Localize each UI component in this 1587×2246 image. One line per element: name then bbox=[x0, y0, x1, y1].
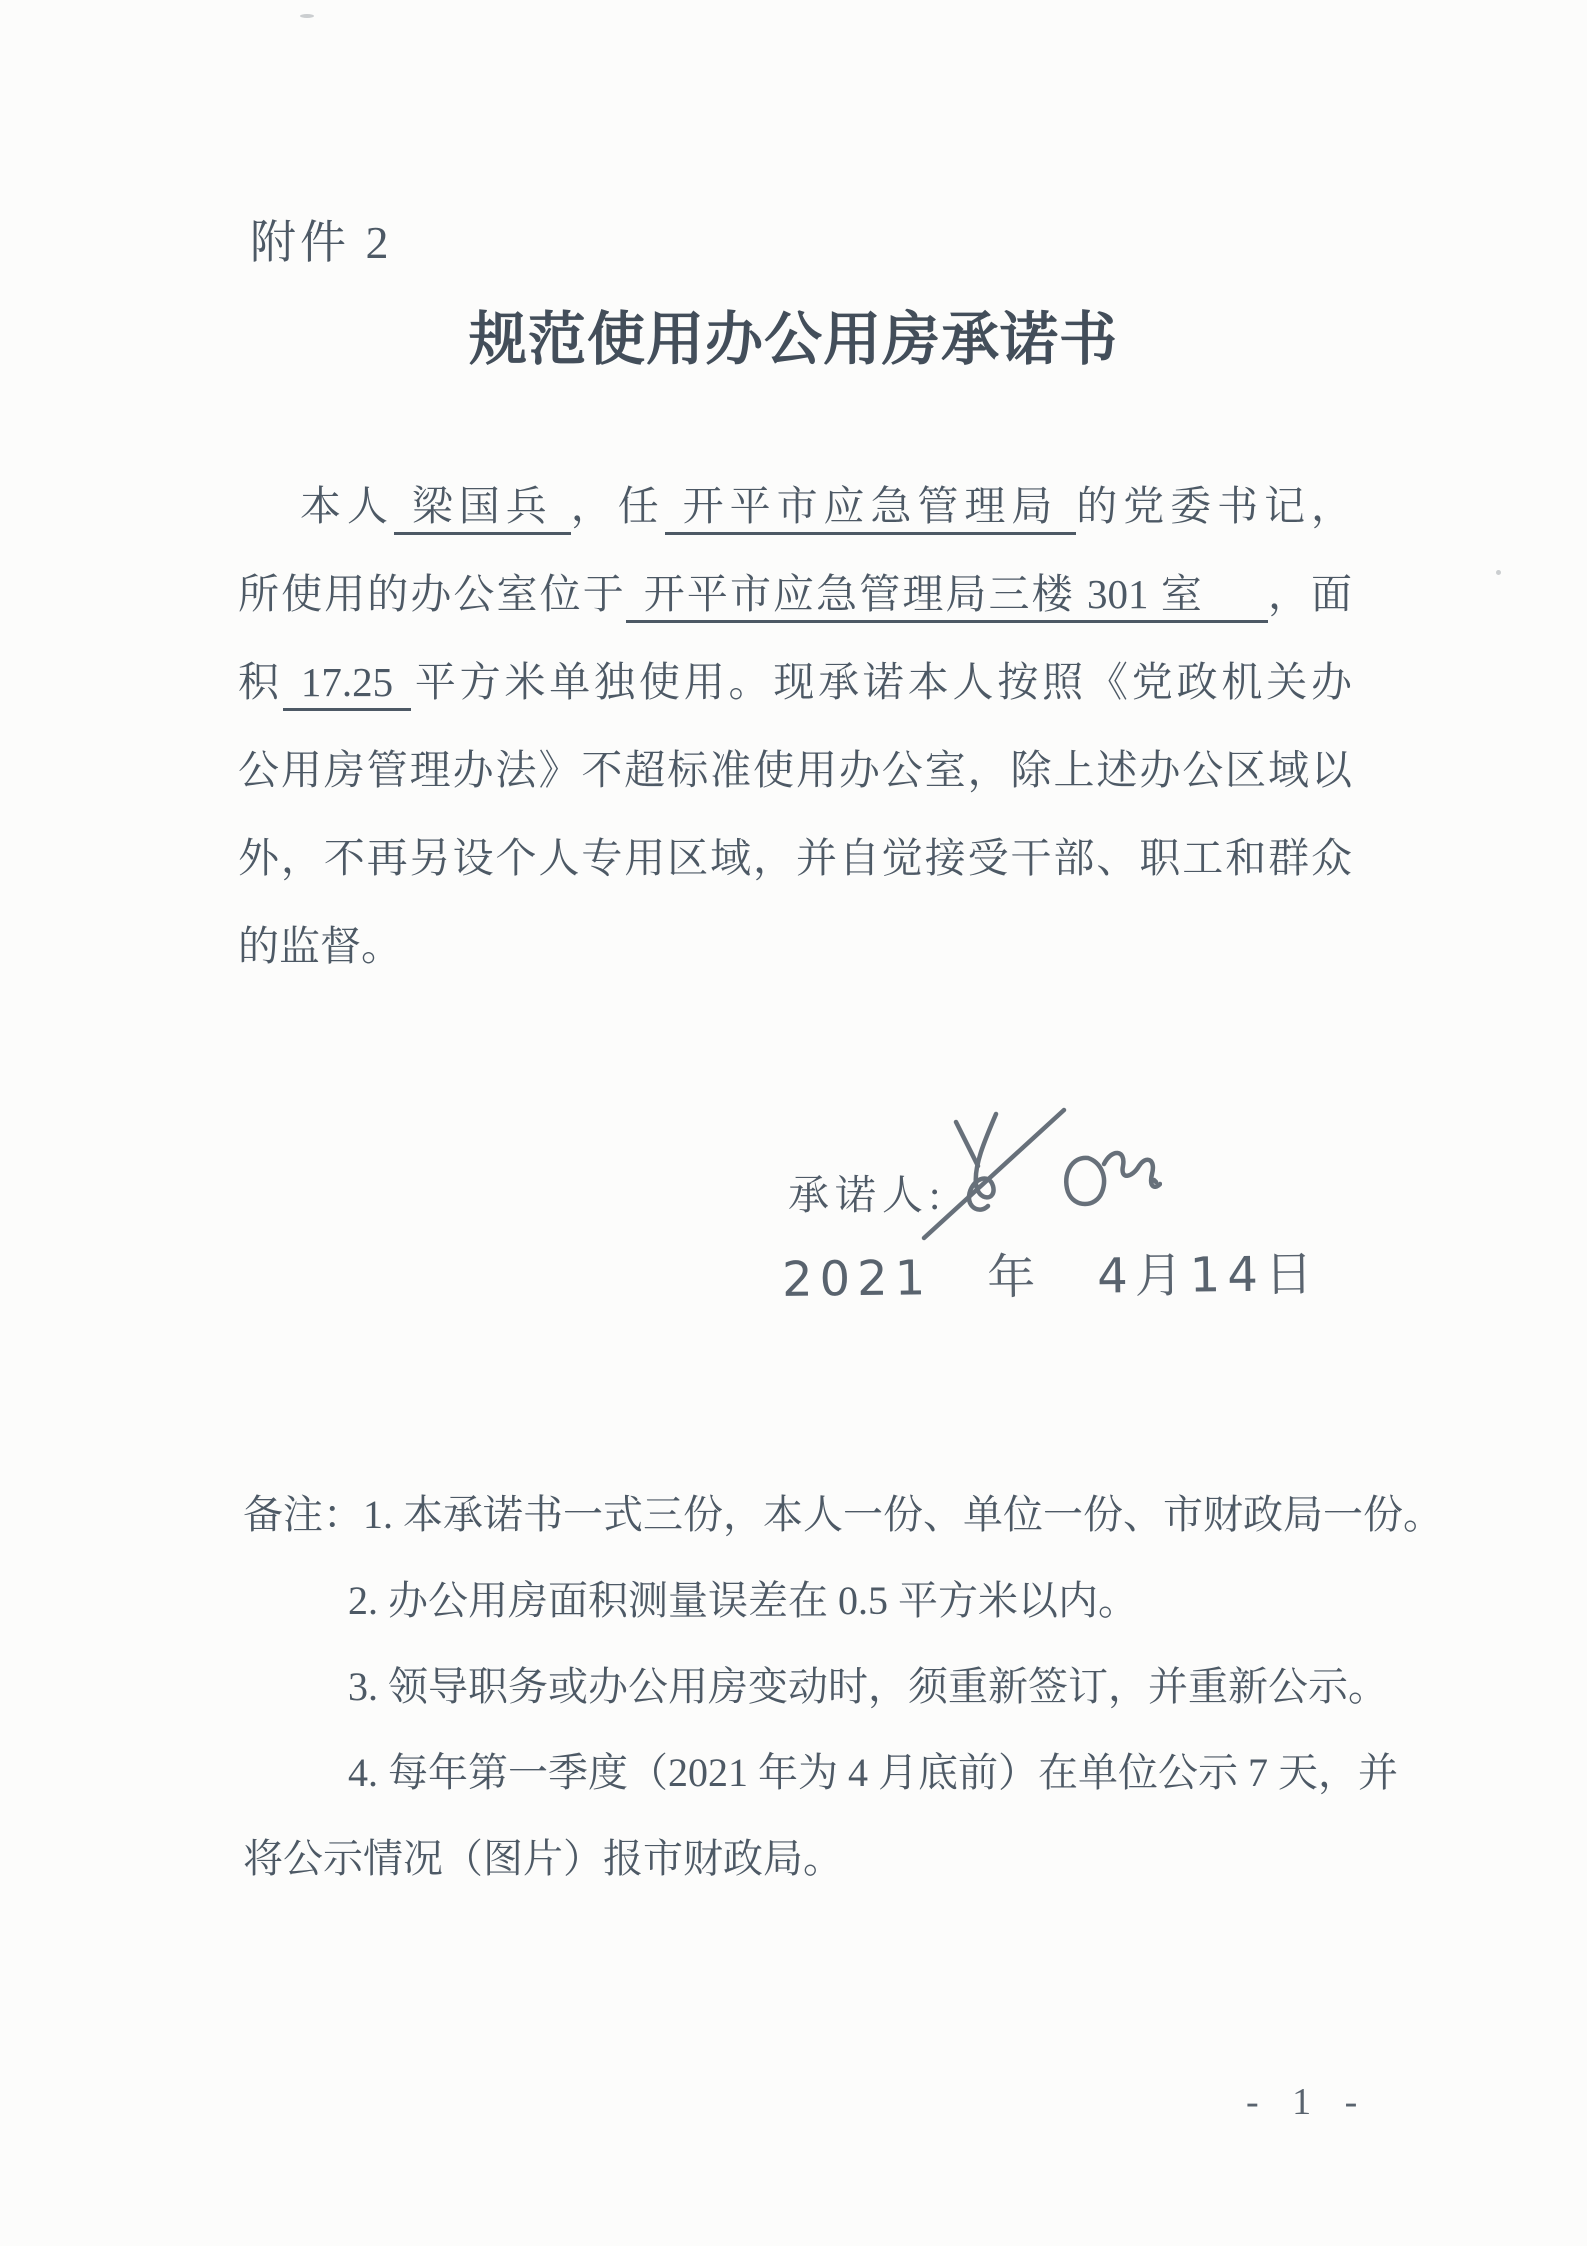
scan-speck bbox=[300, 14, 314, 18]
notes-section bbox=[243, 1472, 1443, 1902]
note-line bbox=[243, 1730, 1443, 1816]
body-text: ，任 bbox=[570, 483, 665, 529]
note-item: 2. 办公用房面积测量误差在 0.5 平方米以内。 bbox=[348, 1578, 1138, 1623]
note-item: 4. 每年第一季度（2021 年为 4 月底前）在单位公示 7 天，并 bbox=[348, 1750, 1398, 1795]
note-line bbox=[243, 1816, 1443, 1902]
body-text: ，面 bbox=[1267, 571, 1353, 617]
body-text: 积 bbox=[238, 659, 283, 705]
page-number: - 1 - bbox=[1246, 2081, 1370, 2123]
fill-in-blank-value: 17.25 bbox=[283, 659, 411, 711]
fill-in-blank-value: 开平市应急管理局 bbox=[665, 483, 1077, 535]
signatory-label: 承诺人: bbox=[788, 1172, 947, 1218]
attachment-label: 附件 2 bbox=[250, 217, 393, 268]
body-text: 平方米单独使用。现承诺本人按照《党政机关办 bbox=[411, 659, 1353, 705]
body-paragraph bbox=[238, 462, 1352, 990]
fill-in-blank-value: 梁国兵 bbox=[394, 483, 571, 535]
body-line bbox=[238, 814, 1352, 902]
note-line bbox=[243, 1644, 1443, 1730]
notes-label: 备注： bbox=[243, 1492, 363, 1537]
body-text: 本人 bbox=[300, 483, 394, 529]
note-item: 3. 领导职务或办公用房变动时，须重新签订，并重新公示。 bbox=[348, 1664, 1388, 1709]
body-text: 所使用的办公室位于 bbox=[238, 571, 626, 617]
body-text: 公用房管理办法》不超标准使用办公室，除上述办公区域以 bbox=[238, 747, 1352, 793]
body-text: 外，不再另设个人专用区域，并自觉接受干部、职工和群众 bbox=[238, 835, 1352, 881]
body-line bbox=[238, 902, 1352, 990]
body-line bbox=[238, 462, 1352, 550]
document-title: 规范使用办公用房承诺书 bbox=[468, 307, 1118, 372]
note-item: 1. 本承诺书一式三份，本人一份、单位一份、市财政局一份。 bbox=[363, 1492, 1443, 1537]
fill-in-blank-value: 开平市应急管理局三楼 301 室 bbox=[626, 571, 1268, 623]
body-line bbox=[238, 726, 1352, 814]
scan-speck bbox=[1496, 570, 1501, 575]
handwritten-date: 2021 年 4月14日 bbox=[781, 1246, 1321, 1308]
body-text: 的监督。 bbox=[238, 923, 402, 969]
body-text: 的党委书记， bbox=[1076, 483, 1353, 529]
note-item: 将公示情况（图片）报市财政局。 bbox=[243, 1836, 843, 1881]
handwritten-signature bbox=[912, 1104, 1162, 1254]
note-line bbox=[243, 1472, 1443, 1558]
note-line bbox=[243, 1558, 1443, 1644]
body-line bbox=[238, 638, 1352, 726]
body-line bbox=[238, 550, 1352, 638]
